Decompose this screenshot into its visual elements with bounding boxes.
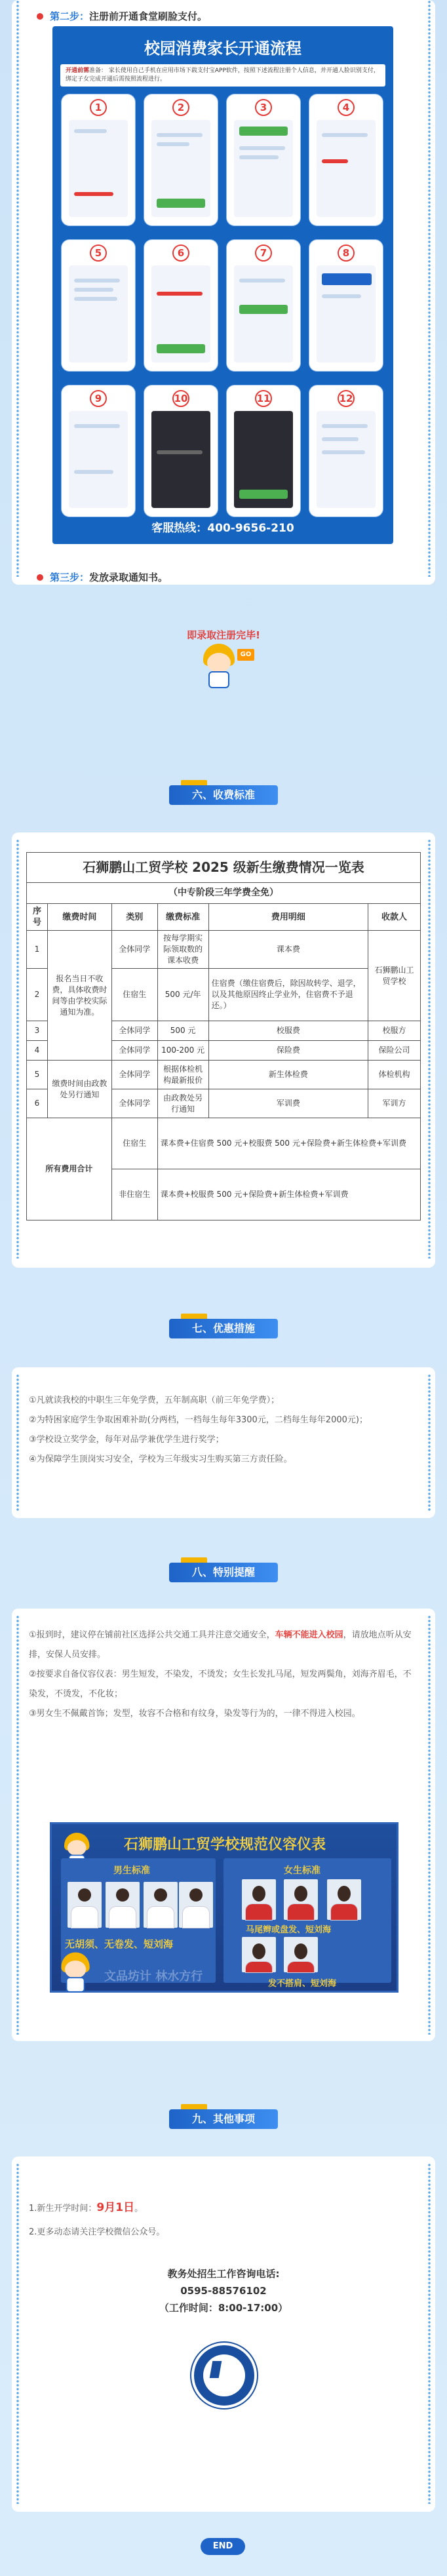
mascot-flag: GO [237, 649, 254, 661]
step3-prefix: 第三步： [50, 572, 90, 583]
female-caption: 马尾辫或盘发、短刘海 [246, 1925, 332, 1935]
reminder-text: ①报到时，建议停在铺前社区选择公共交通工具并注意交通安全， [29, 1630, 275, 1640]
flow-step-8 [309, 240, 383, 371]
list-item [29, 1626, 419, 1665]
table-row [27, 1118, 421, 1169]
step3-line [37, 570, 168, 584]
cell: 保险费 [208, 1041, 368, 1061]
cell: 缴费时间由政教处另行通知 [47, 1061, 111, 1118]
fee-table [26, 852, 421, 1220]
list-item: ②为特困家庭学生争取困难补助(分两档，一档每生每年3300元，二档每生每年2000元)； [29, 1415, 368, 1425]
step-number: 3 [255, 99, 272, 116]
flow-note [60, 64, 385, 87]
item-text: 1.新生开学时间： [29, 2204, 97, 2214]
cell: 军训费 [208, 1089, 368, 1118]
contact-block [0, 2265, 447, 2316]
header-cell: 类别 [111, 904, 157, 931]
start-date: 9月1日 [96, 2201, 135, 2214]
dot-border-left [16, 0, 20, 577]
step2-line [37, 9, 207, 23]
cell: 全体同学 [111, 1041, 157, 1061]
section-9-title: 九、其他事项 [169, 2109, 278, 2129]
step-number: 12 [338, 390, 355, 407]
cell: 3 [27, 1021, 48, 1041]
cell: 按每学期实际领取数的课本收费 [157, 931, 208, 969]
bullet-icon [37, 574, 43, 581]
step-number: 2 [172, 99, 189, 116]
header-cell: 收款人 [368, 904, 421, 931]
discount-list [29, 1391, 419, 1470]
step-number: 11 [255, 390, 272, 407]
flow-note-bold: 开通前需 [66, 68, 90, 74]
total-label: 所有费用合计 [27, 1118, 112, 1220]
end-badge: END [201, 2538, 245, 2555]
cell: 全体同学 [111, 1021, 157, 1041]
contact-title: 教务处招生工作咨询电话: [167, 2268, 280, 2280]
school-logo [191, 2343, 257, 2408]
flow-step-6 [144, 240, 218, 371]
cell: 2 [27, 969, 48, 1021]
cell: 课本费 [208, 931, 368, 969]
section-6-title: 六、收费标准 [169, 785, 278, 805]
flow-step-11 [227, 385, 300, 517]
reminder-list [29, 1626, 419, 1724]
dot-border-left [16, 2163, 20, 2504]
cell: 体检机构 [368, 1061, 421, 1089]
step2-prefix: 第二步： [50, 10, 90, 22]
step-number: 8 [338, 244, 355, 262]
mascot-image [58, 1953, 94, 1994]
flow-step-10 [144, 385, 218, 517]
fee-table-subtitle: （中专阶段三年学费全免） [27, 883, 421, 904]
cell: 石狮鹏山工贸学校 [368, 931, 421, 1021]
cell: 新生体检费 [208, 1061, 368, 1089]
dot-border-right [427, 0, 431, 577]
female-label: 女生标准 [284, 1865, 321, 1876]
flow-step-2 [144, 94, 218, 225]
photo-panel-title: 石狮鹏山工贸学校规范仪容仪表 [124, 1836, 326, 1853]
cell: 校服费 [208, 1021, 368, 1041]
step-number: 4 [338, 99, 355, 116]
cell: 报名当日不收费，具体收费时间等由学校实际通知为准。 [47, 931, 111, 1061]
male-portrait [68, 1882, 102, 1928]
cell: 住宿费（缴住宿费后，除因故转学、退学，以及其他原因终止学业外，住宿费不予退还。） [208, 969, 368, 1021]
grooming-photo-panel [50, 1822, 398, 1993]
dot-border-left [16, 1374, 20, 1512]
mascot-image [199, 644, 240, 690]
male-portrait [144, 1882, 178, 1928]
table-header-row [27, 904, 421, 931]
flow-step-7 [227, 240, 300, 371]
section-8-header [169, 1557, 278, 1585]
cell: 500 元/年 [157, 969, 208, 1021]
cell: 500 元 [157, 1021, 208, 1041]
female-portrait [242, 1879, 276, 1920]
cell: 保险公司 [368, 1041, 421, 1061]
item-text: 。 [134, 2204, 144, 2214]
list-item: ④为保障学生顶岗实习安全，学校为三年级实习生购买第三方责任险。 [29, 1454, 292, 1464]
cell: 4 [27, 1041, 48, 1061]
female-portrait [242, 1937, 276, 1972]
section-9-header [169, 2104, 278, 2132]
cell: 6 [27, 1089, 48, 1118]
cell: 课本费+住宿费 500 元+校服费 500 元+保险费+新生体检费+军训费 [157, 1118, 420, 1169]
cell: 根据体检机构最新报价 [157, 1061, 208, 1089]
list-item [29, 2196, 419, 2221]
flow-step-3 [227, 94, 300, 225]
cell: 100-200 元 [157, 1041, 208, 1061]
step-number: 9 [90, 390, 107, 407]
dot-border-right [427, 1374, 431, 1512]
male-portrait [106, 1882, 140, 1928]
section-8-title: 八、特别提醒 [169, 1563, 278, 1582]
done-text: 即录取注册完毕! [187, 629, 260, 641]
contact-hours: （工作时间：8:00-17:00） [159, 2302, 288, 2314]
flow-step-4 [309, 94, 383, 225]
bullet-icon [37, 13, 43, 20]
male-portrait [179, 1882, 213, 1928]
dot-border-left [16, 839, 20, 1259]
dot-border-right [427, 839, 431, 1259]
cell: 非住宿生 [111, 1169, 157, 1220]
list-item: ①凡就读我校的中职生三年免学费，五年制高职（前三年免学费）； [29, 1395, 280, 1405]
cell: 课本费+校服费 500 元+保险费+新生体检费+军训费 [157, 1169, 420, 1220]
section-7-title: 七、优惠措施 [169, 1319, 278, 1338]
step-number: 5 [90, 244, 107, 262]
list-item: 2.更多动态请关注学校微信公众号。 [29, 2227, 165, 2237]
section-6-header [169, 780, 278, 808]
header-cell: 序号 [27, 904, 48, 931]
step-number: 6 [172, 244, 189, 262]
female-portrait [284, 1879, 318, 1920]
reminder-text: ，请放地点听从安排，安保人员安排。 [29, 1630, 412, 1660]
grooming-poster [0, 1822, 447, 1999]
watermark-text: 文品坊计 林水方行 [104, 1970, 203, 1983]
step-number: 10 [172, 390, 189, 407]
list-item: ③男女生不佩戴首饰；发型，妆容不合格和有纹身，染发等行为的，一律不得进入校园。 [29, 1709, 360, 1719]
table-row [27, 931, 421, 969]
header-cell: 缴费标准 [157, 904, 208, 931]
section-7-header [169, 1314, 278, 1341]
flow-note-text: 准备： 家长使用自己手机在应用市场下载支付宝APP软件，按照下述流程注册个人信息，并开通人脸识别支付，绑定子女完成开通后需按照流程进行。 [66, 68, 379, 83]
step-number: 1 [90, 99, 107, 116]
step2-text: 注册前开通食堂刷脸支付。 [89, 10, 208, 22]
flow-step-9 [62, 385, 135, 517]
list-item: ③学校设立奖学金，每年对品学兼优学生进行奖学； [29, 1435, 224, 1445]
male-label: 男生标准 [113, 1865, 150, 1876]
cell: 校服方 [368, 1021, 421, 1041]
list-item: ②按要求自备仪容仪表：男生短发，不染发，不烫发；女生长发扎马尾，短发两鬓角，刘海齐眉毛，不染发，不烫发，不化妆； [29, 1669, 412, 1699]
cell: 全体同学 [111, 1089, 157, 1118]
female-portrait [284, 1937, 318, 1972]
step-number: 7 [255, 244, 272, 262]
fee-table-title: 石狮鹏山工贸学校 2025 级新生缴费情况一览表 [27, 853, 421, 883]
contact-phone: 0595-88576102 [180, 2285, 267, 2297]
flow-poster [52, 26, 393, 544]
flow-step-12 [309, 385, 383, 517]
cell: 军训方 [368, 1089, 421, 1118]
flow-title: 校园消费家长开通流程 [144, 39, 301, 58]
header-cell: 缴费时间 [47, 904, 111, 931]
male-caption: 无胡须、无卷发、短刘海 [65, 1938, 174, 1950]
header-cell: 费用明细 [208, 904, 368, 931]
flow-step-1 [62, 94, 135, 225]
cell: 1 [27, 931, 48, 969]
cell: 全体同学 [111, 931, 157, 969]
flow-hotline: 客服热线：400-9656-210 [151, 522, 294, 535]
cell: 5 [27, 1061, 48, 1089]
step3-text: 发放录取通知书。 [89, 572, 168, 583]
female-caption: 发不搭肩、短刘海 [268, 1979, 337, 1989]
cell: 住宿生 [111, 969, 157, 1021]
dot-border-right [427, 2163, 431, 2504]
female-portrait [327, 1879, 361, 1920]
other-list [29, 2196, 419, 2244]
cell: 全体同学 [111, 1061, 157, 1089]
flow-step-5 [62, 240, 135, 371]
cell: 住宿生 [111, 1118, 157, 1169]
reminder-highlight: 车辆不能进入校园 [275, 1630, 343, 1640]
cell: 由政教处另行通知 [157, 1089, 208, 1118]
table-row [27, 1061, 421, 1089]
